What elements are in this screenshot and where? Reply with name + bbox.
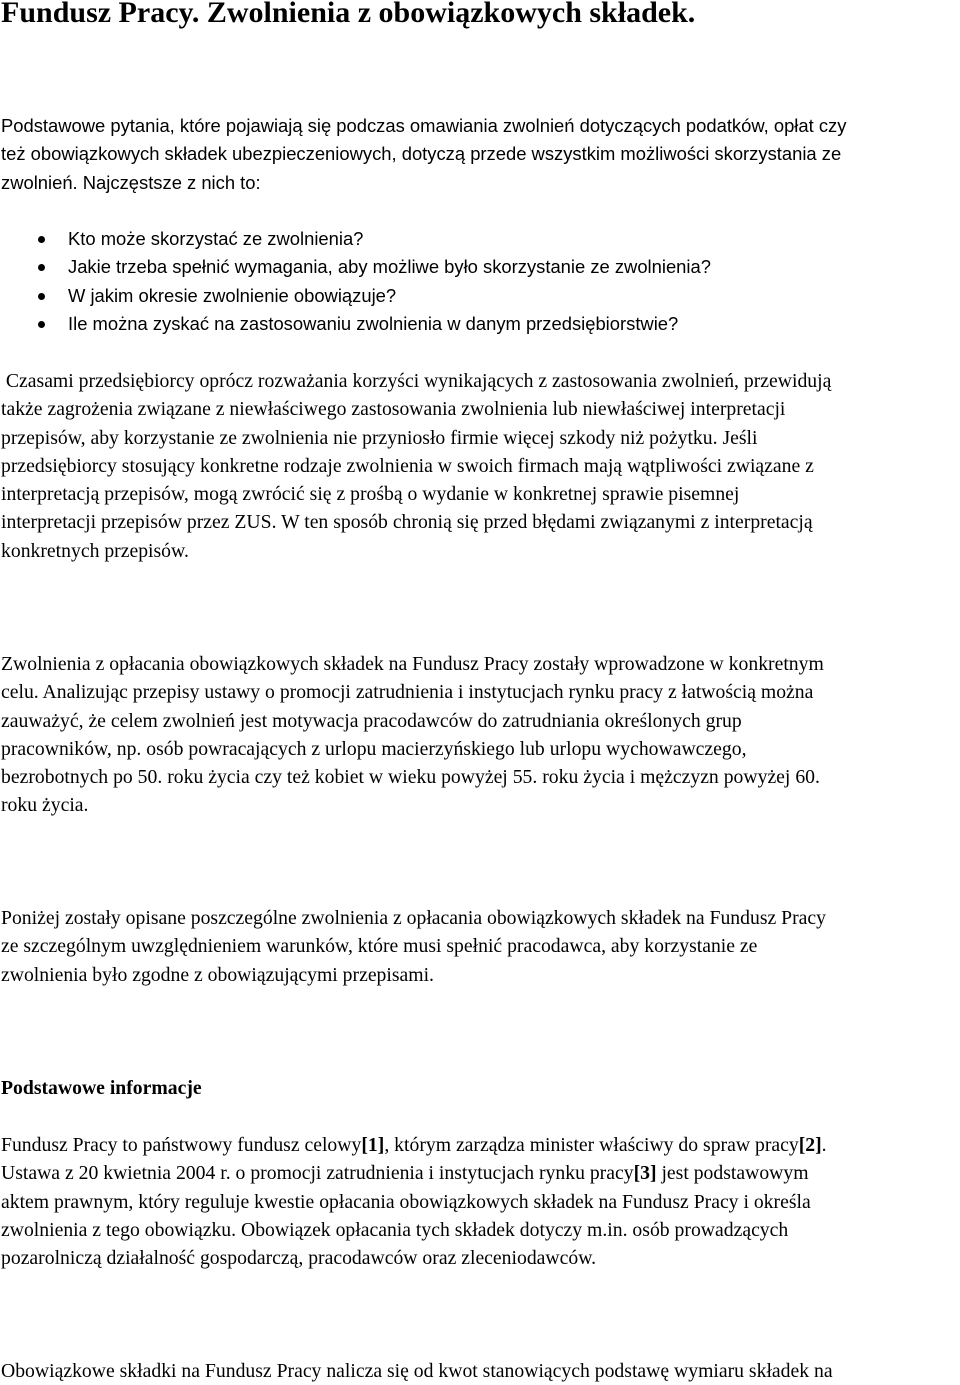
list-item-text: Kto może skorzystać ze zwolnienia? <box>68 228 364 249</box>
paragraph-czasami <box>1 367 953 565</box>
paragraph-line: interpretacji przepisów przez ZUS. W ten sposób chronią się przed błędami związanymi z interpretacją <box>1 511 813 534</box>
paragraph-line: zauważyć, że celem zwolnień jest motywacja pracodawców do zatrudniania określonych grup <box>1 709 742 732</box>
paragraph-line: Zwolnienia z opłacania obowiązkowych składek na Fundusz Pracy zostały wprowadzone w konkretnym <box>1 653 824 675</box>
page-title: Fundusz Pracy. Zwolnienia z obowiązkowych składek. <box>1 0 696 29</box>
bullet-icon <box>38 264 45 271</box>
list-item-text: W jakim okresie zwolnienie obowiązuje? <box>68 284 397 306</box>
list-item <box>38 253 711 281</box>
bullet-icon <box>38 293 45 300</box>
paragraph-obowiazkowe: Obowiązkowe składki na Fundusz Pracy nalicza się od kwot stanowiących podstawę wymiaru składek na <box>1 1360 833 1382</box>
paragraph-line: przedsiębiorcy stosujący konkretne rodzaje zwolnienia w swoich firmach mają wątpliwości związane z <box>1 454 814 477</box>
paragraph-line: konkretnych przepisów. <box>1 539 189 562</box>
paragraph-fundusz <box>1 1131 953 1272</box>
section-heading: Podstawowe informacje <box>1 1077 202 1099</box>
list-item-text: Jakie trzeba spełnić wymagania, aby możliwe było skorzystanie ze zwolnienia? <box>68 256 711 278</box>
paragraph-text: , którym zarządza minister właściwy do spraw pracy <box>384 1134 799 1156</box>
paragraph-text: jest podstawowym <box>656 1162 809 1185</box>
paragraph-ponizej <box>1 904 953 989</box>
paragraph-line: celu. Analizując przepisy ustawy o promocji zatrudnienia i instytucjach rynku pracy z łatwością można <box>1 681 814 704</box>
bullet-icon <box>38 236 45 243</box>
paragraph-line: zwolnienia z tego obowiązku. Obowiązek opłacania tych składek dotyczy m.in. osób prowadzących <box>1 1218 789 1241</box>
paragraph-text: Fundusz Pracy to państwowy fundusz celowy <box>1 1134 362 1156</box>
list-item <box>38 282 711 310</box>
footnote-link-1[interactable]: [1] <box>361 1134 385 1156</box>
paragraph-line: przepisów, aby korzystanie ze zwolnienia nie przyniosło firmie więcej szkody niż pożytku. Jeśli <box>1 426 758 449</box>
paragraph-line: bezrobotnych po 50. roku życia czy też kobiet w wieku powyżej 55. roku życia i mężczyzn powyżej 60. <box>1 766 820 789</box>
list-item <box>38 310 711 338</box>
paragraph-zwolnienia <box>1 650 953 820</box>
paragraph-line: Czasami przedsiębiorcy oprócz rozważania korzyści wynikających z zastosowania zwolnień, przewidują <box>1 370 832 392</box>
paragraph-line: zwolnienia było zgodne z obowiązującymi przepisami. <box>1 963 434 986</box>
paragraph-line: pracowników, np. osób powracających z urlopu macierzyńskiego lub urlopu wychowawczego, <box>1 737 747 760</box>
paragraph-line: aktem prawnym, który reguluje kwestie opłacania obowiązkowych składek na Fundusz Pracy i określa <box>1 1190 811 1213</box>
footnote-link-2[interactable]: [2] <box>798 1134 822 1156</box>
intro-paragraph <box>1 112 953 197</box>
intro-line: też obowiązkowych składek ubezpieczeniowych, dotyczą przede wszystkim możliwości skorzystania ze <box>1 143 842 165</box>
paragraph-line: roku życia. <box>1 794 89 817</box>
paragraph-text: Ustawa z 20 kwietnia 2004 r. o promocji zatrudnienia i instytucjach rynku pracy <box>1 1162 634 1185</box>
paragraph-line: ze szczególnym uwzględnieniem warunków, które musi spełnić pracodawca, aby korzystanie ze <box>1 935 758 958</box>
paragraph-line: Poniżej zostały opisane poszczególne zwolnienia z opłacania obowiązkowych składek na Fundusz Pracy <box>1 907 826 929</box>
paragraph-line: pozarolniczą działalność gospodarczą, pracodawców oraz zleceniodawców. <box>1 1247 597 1270</box>
intro-line: zwolnień. Najczęstsze z nich to: <box>1 171 261 193</box>
paragraph-line: interpretacją przepisów, mogą zwrócić się z prośbą o wydanie w konkretnej sprawie pisemnej <box>1 483 740 506</box>
paragraph-text: . <box>821 1134 827 1156</box>
paragraph-line: także zagrożenia związane z niewłaściwego zastosowania zwolnienia lub niewłaściwej interpretacji <box>1 398 786 421</box>
footnote-link-3[interactable]: [3] <box>633 1162 657 1185</box>
questions-list <box>38 225 711 338</box>
list-item <box>38 225 711 253</box>
list-item-text: Ile można zyskać na zastosowaniu zwolnienia w danym przedsiębiorstwie? <box>68 312 679 334</box>
bullet-icon <box>38 321 45 328</box>
intro-line: Podstawowe pytania, które pojawiają się podczas omawiania zwolnień dotyczących podatków, opłat czy <box>1 115 847 136</box>
